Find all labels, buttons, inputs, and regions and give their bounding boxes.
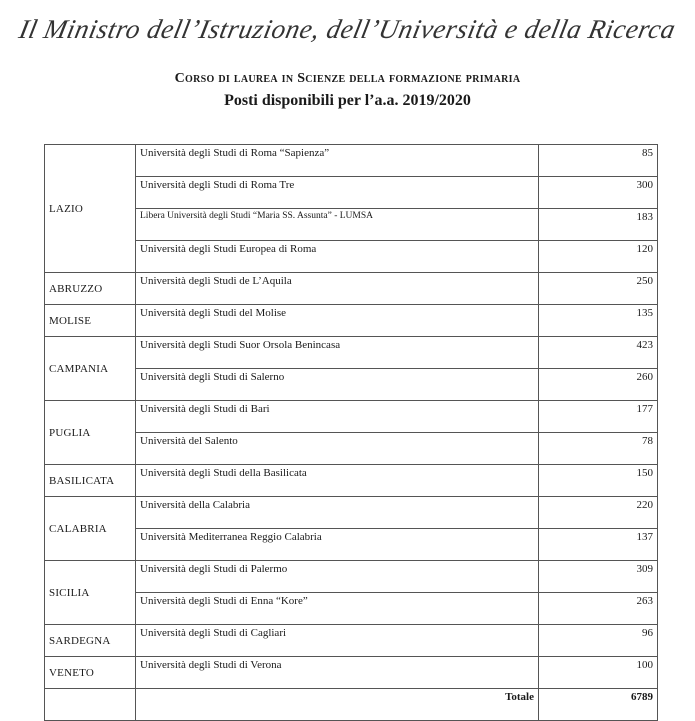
seats-cell: 309 [539,561,658,593]
university-cell: Università degli Studi di Enna “Kore” [136,593,539,625]
university-cell: Università degli Studi di Roma “Sapienza” [136,145,539,177]
seats-cell: 183 [539,209,658,241]
university-cell: Università degli Studi Suor Orsola Benincasa [136,337,539,369]
region-cell: MOLISE [45,305,136,337]
seats-cell: 263 [539,593,658,625]
seats-cell: 78 [539,433,658,465]
region-cell: SICILIA [45,561,136,625]
region-cell: PUGLIA [45,401,136,465]
document-subtitle: Posti disponibili per l’a.a. 2019/2020 [224,92,471,109]
table-row [45,529,658,561]
seats-cell: 85 [539,145,658,177]
table-row [45,465,658,497]
university-cell: Libera Università degli Studi “Maria SS. Assunta” - LUMSA [136,209,539,241]
total-label: Totale [136,689,539,721]
seats-cell: 135 [539,305,658,337]
region-cell: ABRUZZO [45,273,136,305]
table-row [45,273,658,305]
seats-table-body [45,145,658,721]
seats-cell: 100 [539,657,658,689]
table-row [45,209,658,241]
seats-cell: 120 [539,241,658,273]
university-cell: Università degli Studi di Palermo [136,561,539,593]
table-row [45,433,658,465]
table-row [45,561,658,593]
university-cell: Università della Calabria [136,497,539,529]
table-row [45,305,658,337]
table-row [45,657,658,689]
university-cell: Università degli Studi de L’Aquila [136,273,539,305]
region-cell: CAMPANIA [45,337,136,401]
table-row [45,497,658,529]
seats-cell: 96 [539,625,658,657]
table-row [45,401,658,433]
document-title: Corso di laurea in Scienze della formazione primaria [174,71,521,86]
region-cell: CALABRIA [45,497,136,561]
region-cell: LAZIO [45,145,136,273]
university-cell: Università degli Studi del Molise [136,305,539,337]
region-cell: SARDEGNA [45,625,136,657]
table-row [45,177,658,209]
table-row [45,337,658,369]
seats-cell: 220 [539,497,658,529]
table-row [45,241,658,273]
seats-table [44,144,658,721]
table-row [45,625,658,657]
empty-cell [45,689,136,721]
table-row [45,369,658,401]
seats-cell: 250 [539,273,658,305]
university-cell: Università degli Studi della Basilicata [136,465,539,497]
table-row [45,145,658,177]
seats-cell: 150 [539,465,658,497]
region-cell: BASILICATA [45,465,136,497]
seats-cell: 177 [539,401,658,433]
ministry-letterhead: Il Ministro dell’Istruzione, dell’Università e della Ricerca [16,14,679,44]
university-cell: Università degli Studi Europea di Roma [136,241,539,273]
university-cell: Università degli Studi di Salerno [136,369,539,401]
total-value: 6789 [539,689,658,721]
total-row [45,689,658,721]
university-cell: Università degli Studi di Roma Tre [136,177,539,209]
university-cell: Università degli Studi di Cagliari [136,625,539,657]
university-cell: Università degli Studi di Verona [136,657,539,689]
university-cell: Università degli Studi di Bari [136,401,539,433]
region-cell: VENETO [45,657,136,689]
seats-cell: 137 [539,529,658,561]
university-cell: Università Mediterranea Reggio Calabria [136,529,539,561]
seats-cell: 300 [539,177,658,209]
table-row [45,593,658,625]
seats-cell: 423 [539,337,658,369]
seats-cell: 260 [539,369,658,401]
university-cell: Università del Salento [136,433,539,465]
